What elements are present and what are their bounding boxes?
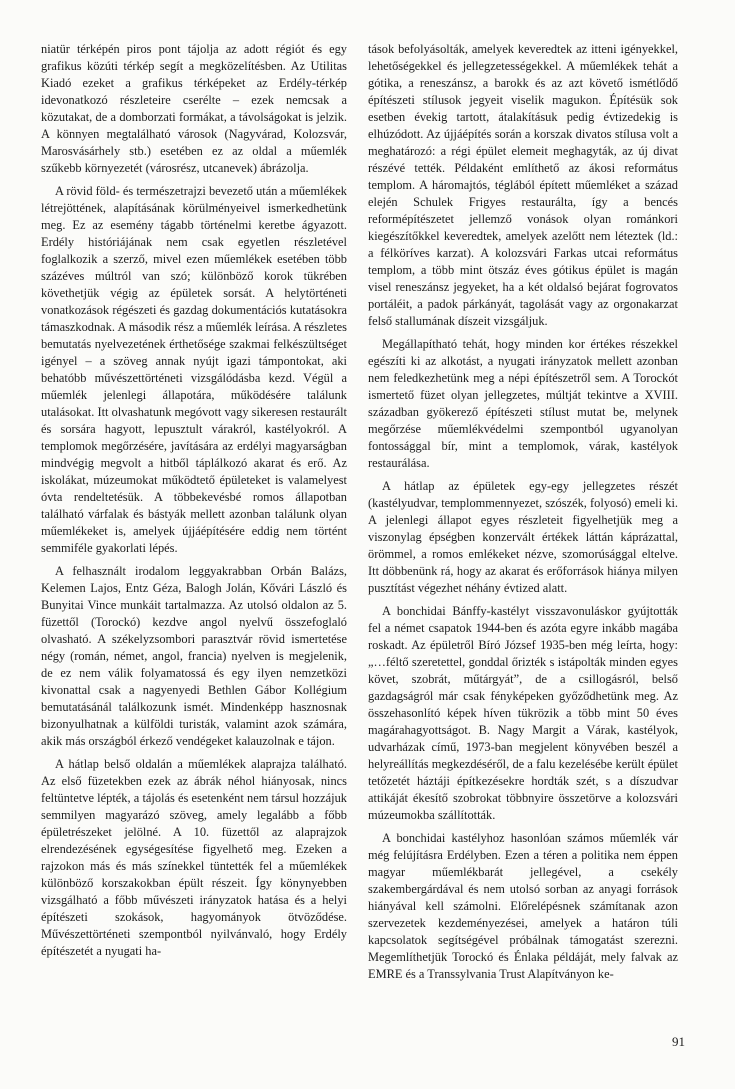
paragraph: A rövid föld- és természetrajzi bevezető után a műemlékek létrejöttének, alapításának körülményeivel ismerkedhetünk meg. Ez az esemény tágabb történelmi keretbe ágyazott. Erdély históriájának nem csak egyetlen részletével foglalkozik a szerző, mivel ezen műemlékek esetében több százéves múltról van szó; különböző korok tükrében követhetjük végig az épületek sorsát. A helytörténeti vonatkozások régészeti és gazdag dokumentációs kutatásokra támaszkodnak. A második rész a műemlék leírása. A részletes bemutatás nyelvezetének érthetősége szakmai felkészültséget igényel – a szöveg annak nyújt igazi támpontokat, aki behatóbb művészettörténeti vizsgálódásba kezd. Végül a műemlék jelenlegi állapotára, működésére találunk utalásokat. Itt olvashatunk megóvott vagy sikeresen restaurált és sorsára hagyott, lepusztult várakról, kastélyokról. A templomok megőrzésére, javítására az erdélyi magyarságban mindvégig megvolt a hitből táplálkozó akarat és erő. Az iskolákat, múzeumokat működtető épületeket is valamelyest óvta rendeltetésük. A többekevésbé romos állapotban található várfalak és bástyák mellett azonban találunk olyan műemlékeket is, amelyek újjáépítésére eddig nem történt semmiféle gyakorlati lépés. [41, 184, 347, 555]
right-text-column [368, 41, 678, 989]
paragraph: A hátlap belső oldalán a műemlékek alaprajza található. Az első füzetekben ezek az ábrák néhol hiányosak, nincs feltüntetve lépték, a tájolás és esetenként nem társul hozzájuk semmilyen magyarázó szöveg, amely legalább a főbb épületrészeket jelölné. A 10. füzettől az alaprajzok elrendezésének egységesítése figyelhető meg. Ezeken a rajzokon más és más színekkel tüntették fel a műemlékek különböző korszakokban épült részeit. Így könynyebben vizsgálható a főbb művészeti irányzatok hatása és a helyi építészeti szokások, hagyományok ötvöződése. Művészettörténeti szempontból nyilvánvaló, hogy Erdély építészetét a nyugati ha- [41, 757, 347, 958]
paragraph: tások befolyásolták, amelyek keveredtek az itteni igényekkel, lehetőségekkel és jellegzetességekkel. A műemlékek tehát a gótika, a reneszánsz, a barokk és az azt követő ismétlődő építészeti stílusok jegyeit viselik magukon. Építésük sok esetben évekig tartott, átalakításuk pedig évtizedekig is elhúzódott. Az újjáépítés során a korszak divatos stílusa volt a meghatározó: a régi épület elemeit meghagyták, az új divat részévé tették. Példaként említhető az ákosi református templom. A háromajtós, téglából épített műemléket a század elején Schulek Frigyes restaurálta, így a bencés reformépítészetet jellemző vonások olyan románkori kiegészítőkkel keveredtek, amelyek azelőtt nem léteztek (ld.: a félköríves karzat). A kolozsvári Farkas utcai református templom, a több mint ötszáz éves gótikus épület is magán visel reneszánsz jegyeket, ha a két oldalsó bejárat fogrovatos portáléit, a padok párkányát, tagolását vagy az orgonakarzat felső stallumának díszeit vizsgáljuk. [368, 42, 678, 328]
paragraph: A bonchidai kastélyhoz hasonlóan számos műemlék vár még felújításra Erdélyben. Ezen a téren a politika nem éppen magyar műemlékbarát jellegével, a csekély szakembergárdával és nem utolsó sorban az anyagi források hiányával kell számolni. Előrelépésnek számítanak azon szervezetek kezdeményezései, amelyek a határon túli kapcsolatok segítségével próbálnak támogatást szerezni. Megemlíthetjük Torockó és Énlaka példáját, mely falvak az EMRE és a Transsylvania Trust Alapítványon ke- [368, 831, 678, 981]
paragraph: Megállapítható tehát, hogy minden kor értékes részekkel egészíti ki az alkotást, a nyugati irányzatok mellett azonban nem feledkezhetünk meg a népi építészetről sem. A Torockót ismertető füzet olyan jellegzetes, múltját tekintve a XVIII. században gyökerező építészeti stílust mutat be, melynek megőrzése műemlékvédelmi szempontból ugyanolyan fontossággal bír, mint a templomok, várak, kastélyok restaurálása. [368, 337, 678, 470]
paragraph: niatür térképén piros pont tájolja az adott régiót és egy grafikus közúti térkép segít a megközelítésben. Az Utilitas Kiadó ezeket a grafikus térképeket az Erdély-térkép idevonatkozó részleteire cserélte – ezek nemcsak a közutakat, de a domborzati formákat, a távolságokat is jelzik. A könnyen megtalálható városok (Nagyvárad, Kolozsvár, Marosvásárhely stb.) esetében ez az oldal a műemlék szűkebb környezetét (városrész, utcanevek) ábrázolja. [41, 42, 347, 175]
page-number: 91 [672, 1034, 685, 1049]
paragraph: A bonchidai Bánffy-kastélyt visszavonuláskor gyújtották fel a német csapatok 1944-ben és azóta egyre inkább magába roskadt. Az épületről Bíró József 1935-ben még leírta, hogy: „…féltő szeretettel, gonddal őrizték s istápolták minden egyes követ, szobrát, műtárgyát”, de a csillogásról, belső gazdagságról már csak fényképeken győződhetünk meg. Az összehasonlító képek híven tükrözik a több mint 50 éves magárahagyottságot. B. Nagy Margit a Várak, kastélyok, udvarházak című, 1973-ban megjelent könyvében beszél a helyreállítás megkezdéséről, de a falu kezelésébe került épület tetőzetét háztáji építkezésekre hordták szét, s a díszudvar attikáját ékesítő szobrokat többnyire összetörve a kolozsvári múzeumokba szállították. [368, 604, 678, 822]
left-text-column [41, 41, 347, 966]
paragraph: A felhasznált irodalom leggyakrabban Orbán Balázs, Kelemen Lajos, Entz Géza, Balogh Jolán, Kővári László és Bunyitai Vince munkáit tartalmazza. Az utolsó oldalon az 5. füzettől (Torockó) kezdve angol nyelvű összefoglaló olvasható. A székelyzsombori parasztvár rövid ismertetése négy (román, német, angol, francia) nyelven is megjelenik, de ez nem válik folyamatossá és egy ilyen nemzetközi kivonattal csak a nagyenyedi Bethlen Gábor Kollégium bemutatásánál találkozunk ismét. Mindenképp hasznosnak bizonyulhatnak a külföldi turisták, valamint azok számára, akik más országból érkező vendégeket kalauzolnak e tájon. [41, 564, 347, 748]
paragraph: A hátlap az épületek egy-egy jellegzetes részét (kastélyudvar, templommennyezet, szószék, folyosó) emeli ki. A jelenlegi állapot egyes részleteit figyelhetjük meg a viszonylag épségben konzervált értékek láttán káprázattal, örömmel, a romos emlékeket nézve, szomorúsággal eltelve. Itt döbbenünk rá, hogy az akarat és erőforrások hiánya milyen pusztítást végezhet néhány évtized alatt. [368, 479, 678, 595]
